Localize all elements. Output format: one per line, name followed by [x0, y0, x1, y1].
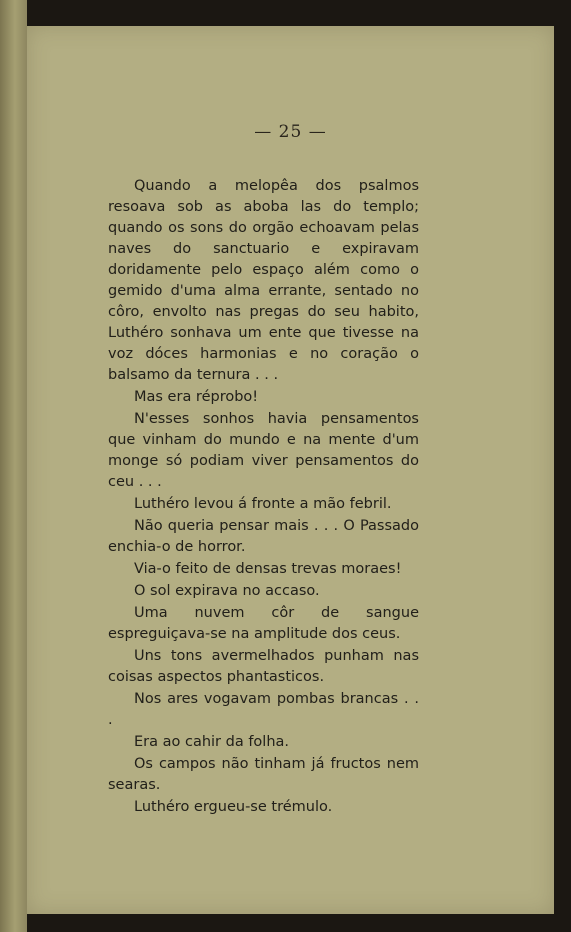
paragraph: Não queria pensar mais . . . O Passado enchia-o de horror.: [108, 518, 419, 555]
page-number: — 25 —: [254, 122, 327, 142]
paragraph: N'esses sonhos havia pensamentos que vinham do mundo e na mente d'um monge só podiam viver pensamentos do ceu . . .: [108, 411, 419, 490]
paragraph: Luthéro levou á fronte a mão febril.: [134, 496, 392, 512]
paragraph: Luthéro ergueu-se trémulo.: [134, 799, 333, 815]
paragraph: O sol expirava no accaso.: [134, 583, 320, 599]
paragraph: Uma nuvem côr de sangue espreguiçava-se na amplitude dos ceus.: [108, 605, 419, 642]
paragraph: Os campos não tinham já fructos nem searas.: [108, 756, 419, 793]
paragraph: Quando a melopêa dos psalmos resoava sob as aboba las do templo; quando os sons do orgão echoavam pelas naves do sanctuario e expiravam doridamente pelo espaço além como o gemido d'uma alma errante, sentado no côro, envolto nas pregas do seu habito, Luthéro sonhava um ente que tivesse na voz dóces harmonias e no coração o balsamo da ternura . . .: [108, 178, 419, 383]
paragraph: Mas era réprobo!: [134, 389, 259, 405]
paragraph: Via-o feito de densas trevas moraes!: [134, 561, 402, 577]
paragraph: Era ao cahir da folha.: [134, 734, 290, 750]
page-body-text: [108, 176, 419, 819]
paragraph: Nos ares vogavam pombas brancas . . .: [108, 691, 419, 728]
book-page: [27, 26, 554, 914]
book-spine-edge: [0, 0, 27, 932]
paragraph: Uns tons avermelhados punham nas coisas aspectos phantasticos.: [108, 648, 419, 685]
